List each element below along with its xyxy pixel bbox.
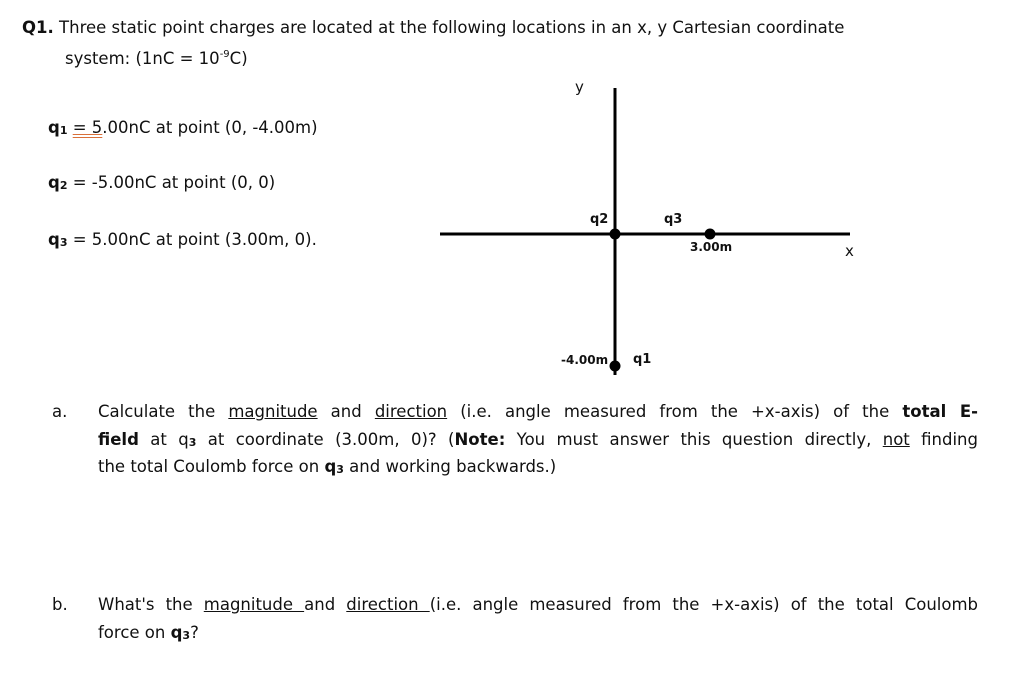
q3-label: q3 bbox=[664, 212, 683, 227]
part-line bbox=[98, 402, 978, 422]
text-segment: = -5.00nC at point (0, 0) bbox=[67, 173, 276, 192]
text-segment: What's the bbox=[98, 595, 204, 614]
text-segment: q bbox=[48, 118, 60, 137]
part-line bbox=[98, 430, 978, 453]
charge-q3-dot bbox=[705, 229, 716, 240]
text-segment: not bbox=[882, 429, 910, 449]
text-segment: field bbox=[98, 429, 139, 449]
x-tick-label: 3.00m bbox=[690, 240, 733, 254]
text-segment: Q1. bbox=[22, 18, 54, 37]
text-segment: the total Coulomb force on bbox=[98, 457, 325, 476]
text-segment: (i.e. angle measured from the +x-axis) of the bbox=[447, 402, 903, 421]
text-segment: finding bbox=[909, 429, 978, 449]
part-line bbox=[98, 457, 556, 480]
text-segment: Calculate the bbox=[98, 402, 229, 421]
text-segment: = 5 bbox=[72, 118, 103, 137]
text-segment: at coordinate (3.00m, 0)? ( bbox=[196, 429, 455, 449]
text-segment: Note: bbox=[454, 429, 506, 449]
part-marker: a. bbox=[52, 402, 68, 421]
text-segment: 3 bbox=[336, 463, 344, 476]
text-segment: q bbox=[170, 622, 183, 642]
text-segment: 2 bbox=[59, 179, 68, 192]
y-tick-label: -4.00m bbox=[561, 353, 609, 367]
text-segment: and bbox=[304, 595, 347, 614]
text-segment: C) bbox=[229, 49, 248, 68]
y-axis-label: y bbox=[575, 78, 584, 96]
text-segment: at q bbox=[138, 429, 189, 449]
text-segment: direction bbox=[346, 595, 430, 614]
text-segment: magnitude bbox=[228, 402, 318, 421]
text-segment: and working backwards.) bbox=[343, 457, 557, 476]
text-segment: force on bbox=[98, 622, 171, 642]
text-segment: ? bbox=[190, 622, 199, 642]
text-segment: direction bbox=[374, 402, 448, 421]
text-segment: system: (1nC = 10 bbox=[65, 49, 220, 68]
text-segment: -9 bbox=[219, 49, 230, 60]
text-segment: 3 bbox=[182, 628, 191, 642]
text-segment: 3 bbox=[188, 435, 197, 449]
text-segment: total bbox=[902, 402, 947, 421]
text-segment: Three static point charges are located at the following locations in an x, y Cartesian coordinate bbox=[53, 18, 845, 37]
text-segment: q bbox=[48, 173, 60, 192]
q2-label: q2 bbox=[590, 212, 609, 227]
text-segment: and bbox=[317, 402, 375, 421]
text-segment: .00nC at point (0, -4.00m) bbox=[102, 118, 318, 137]
text-segment: (i.e. angle measured from the +x-axis) of the total Coulomb bbox=[429, 595, 979, 614]
part-line bbox=[98, 595, 978, 615]
text-segment: 1 bbox=[59, 124, 68, 137]
part-marker: b. bbox=[52, 595, 68, 614]
text-segment: magnitude bbox=[203, 595, 305, 614]
text-segment: = 5.00nC at point (3.00m, 0). bbox=[67, 230, 317, 249]
q1-label: q1 bbox=[633, 352, 652, 367]
text-segment: 3 bbox=[59, 236, 68, 249]
text-segment: E- bbox=[946, 402, 978, 421]
charge-q1-dot bbox=[610, 361, 621, 372]
text-segment: You must answer this question directly, bbox=[505, 429, 883, 449]
text-segment: q bbox=[324, 457, 337, 476]
charge-q2-dot bbox=[610, 229, 621, 240]
part-line bbox=[98, 623, 199, 646]
text-segment: q bbox=[48, 230, 60, 249]
x-axis-label: x bbox=[845, 242, 854, 260]
